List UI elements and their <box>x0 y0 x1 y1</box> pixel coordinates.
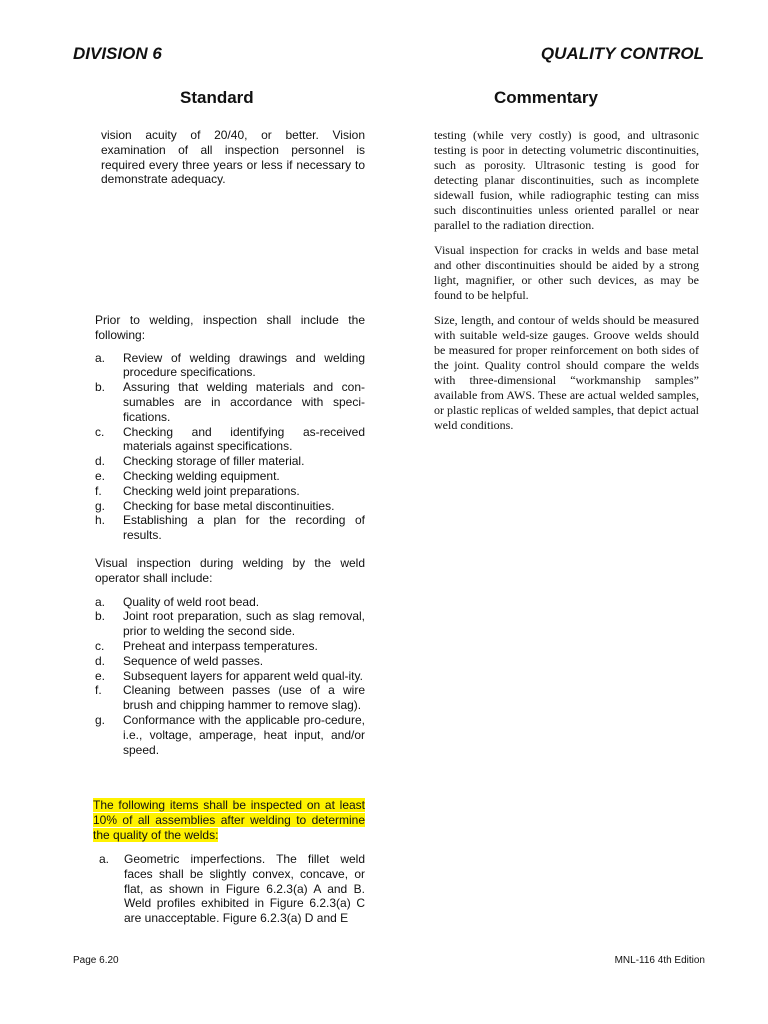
prior-to-welding-section <box>95 313 365 543</box>
list-item: f. Checking weld joint preparations. <box>95 483 300 498</box>
section-heading: QUALITY CONTROL <box>540 44 704 63</box>
standard-column-title: Standard <box>180 88 254 107</box>
page-number: Page 6.20 <box>73 955 119 966</box>
during-items-list <box>95 595 365 758</box>
list-item: a. Geometric imperfections. The fillet weld faces shall be slightly convex, concave, or flat, as shown in Figure 6.2.3(a) A and B. Weld profiles exhibited in Figure 6.2.3(a) C are unacceptable. Figure 6.2.3(a) D and E <box>99 852 365 926</box>
list-item: d. Sequence of weld passes. <box>95 653 264 668</box>
list-item: f. Cleaning between passes (use of a wire brush and chipping hammer to remove slag). <box>95 683 365 713</box>
list-item: e. Checking welding equipment. <box>95 468 280 483</box>
commentary-paragraph: Size, length, and contour of welds should be measured with suitable weld-size gauges. Groove welds should be measured for proper reinforcement on both sides of the joint. Quality control should compare the welds with three-dimensional “workmanship samples” available from AWS. These are actual welded samples, or plastic replicas of welded samples, that depict actual weld conditions. <box>434 313 699 432</box>
after-items-list <box>99 852 365 926</box>
list-item: h. Establishing a plan for the recording of results. <box>95 513 365 543</box>
standard-intro-paragraph <box>101 128 365 187</box>
highlighted-paragraph <box>93 798 365 842</box>
standard-intro-text: vision acuity of 20/40, or better. Vision examination of all inspection personnel is required every three years or less if necessary to demonstrate adequacy. <box>101 128 365 187</box>
edition-label: MNL-116 4th Edition <box>614 955 705 966</box>
commentary-paragraph: testing (while very costly) is good, and ultrasonic testing is poor in detecting volumetric discontinuities, such as porosity. Ultrasonic testing is good for detecting planar discontinuities, such as incomplete sidewall fusion, while radiographic testing can miss such discontinuities unless oriented parallel or near parallel to the radiation direction. <box>434 128 699 232</box>
prior-items-list <box>95 351 365 543</box>
highlighted-text: The following items shall be inspected on at least 10% of all assemblies after welding to determine the quality of the welds: <box>93 798 365 842</box>
list-item: b. Assuring that welding materials and con-sumables are in accordance with speci-fications. <box>95 380 365 424</box>
list-item: a. Quality of weld root bead. <box>95 594 260 609</box>
list-item: b. Joint root preparation, such as slag removal, prior to welding the second side. <box>95 609 365 639</box>
list-item: d. Checking storage of filler material. <box>95 454 305 469</box>
commentary-paragraph: Visual inspection for cracks in welds and base metal and other discontinuities should be aided by a strong light, magnifier, or other such devices, as may be found to be helpful. <box>434 243 699 302</box>
list-item: c. Preheat and interpass temperatures. <box>95 638 318 653</box>
during-intro-text: Visual inspection during welding by the weld operator shall include: <box>95 556 365 585</box>
after-welding-section <box>99 852 365 926</box>
list-item: g. Checking for base metal discontinuities. <box>95 498 335 513</box>
list-item: c. Checking and identifying as-received materials against specifications. <box>95 424 365 454</box>
commentary-column-title: Commentary <box>494 88 598 107</box>
prior-intro-text: Prior to welding, inspection shall include the following: <box>95 313 365 342</box>
list-item: a. Review of welding drawings and welding procedure specifications. <box>95 350 365 380</box>
division-heading: DIVISION 6 <box>73 44 162 63</box>
during-welding-section <box>95 556 365 757</box>
commentary-body <box>434 128 699 443</box>
list-item: e. Subsequent layers for apparent weld qual-ity. <box>95 668 363 683</box>
list-item: g. Conformance with the applicable pro-cedure, i.e., voltage, amperage, heat input, and/or speed. <box>95 712 365 757</box>
